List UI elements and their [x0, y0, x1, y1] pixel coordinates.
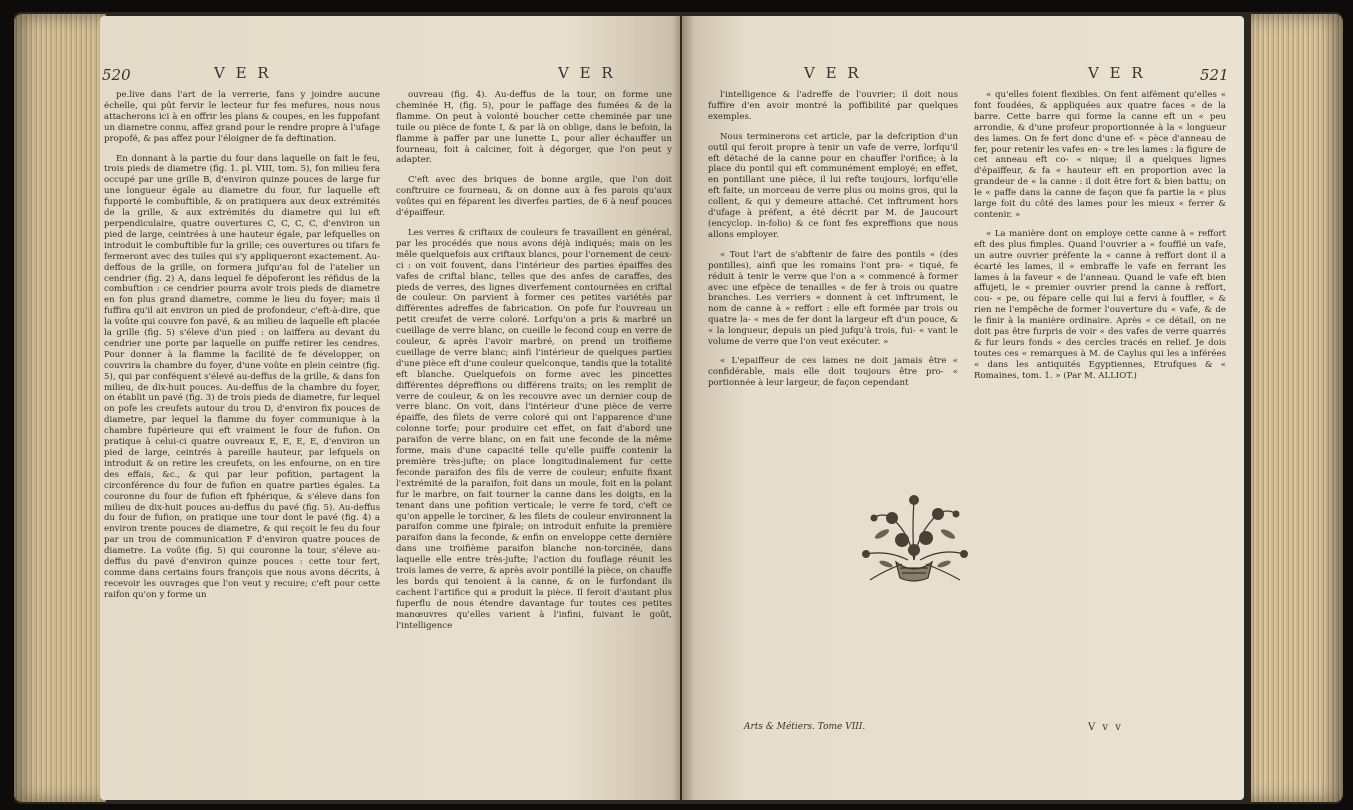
volume-footer: Arts & Métiers. Tome VIII.: [744, 722, 866, 732]
paragraph: Nous terminerons cet article, par la defcription d'un outil qui feroit propre à tenir un vafe de verre, lorfqu'il eft détaché de la canne pour en chauffer l'orifice; à la place du pontil qui eft communément employé; en effet, en pontillant une pièce, il lui refte toujours, lorfqu'elle eft faite, un morceau de verre plus ou moins gros, qui la collent, & qui y demeure attaché. Cet inftrument hors d'ufage à préfent, a été décrit par M. de Jaucourt (encyclop. in-folio) & ce font fes expreffions que nous allons employer.: [708, 131, 958, 240]
paragraph: l'intelligence & l'adreffe de l'ouvrier; il doit nous fuffire d'en avoir montré la poffibilité par quelques exemples.: [708, 90, 958, 122]
flower-basket-ornament-icon: [852, 484, 976, 588]
left-page-header-right: V E R: [558, 64, 616, 82]
left-page-number: 520: [102, 66, 131, 84]
right-page-number: 521: [1200, 66, 1229, 84]
quote-paragraph: « qu'elles foient flexibles. On fent aifément qu'elles « font foudées, & appliquées aux quatre faces « de la barre. Cette barre qui forme la canne eft un « peu arrondie, & d'une profeur proportionnée à la « longueur des lames. On fe fert donc d'une ef- « pèce d'anneau de fer, pour retenir les vafes en- « tre les lames : la figure de cet anneau eft co- « nique; il a quelques lignes d'épaiffeur, & fa « hauteur eft en proportion avec la grandeur de « la canne : il doit être fort & bien battu; on le « paffe dans la canne de façon que fa partie la « plus large foit du côté des lames pour les mieux « ferrer & contenir. »: [974, 90, 1226, 220]
paragraph: En donnant à la partie du four dans laquelle on fait le feu, trois pieds de diametre (fig. 1. pl. VIII, tom. 5), fon milieu fera occupé par une grille B, d'environ quinze pouces de large fur une longueur égale au diametre du four, fur laquelle eft fupporté le combuftible, & on pratiquera aux deux extrémités de la grille, & aux extrémités du diametre qui lui eft perpendiculaire, quatre ouvertures C, C, C, C, d'environ un pied de large, ceintrées à une hauteur égale, par lefquelles on introduit le combuftible fur la grille; ces ouvertures ou tifars fe fermeront avec des tuiles qui s'y appliqueront exactement. Au-deffous de la grille, on formera jufqu'au fol de l'atelier un cendrier (fig. 2) A, dans lequel fe dépoferont les réfidus de la combuftion : ce cendrier pourra avoir trois pieds de diametre en fon plus grand diametre, comme le lieu du foyer; mais il fuffira qu'il ait environ un pied de profondeur, c'eft-à-dire, que la voûte qui couvre fon pavé, & au milieu de laquelle eft placée la grille (fig. 5) s'éleve d'un pied : on laiffera au devant du cendrier une porte par laquelle on puiffe retirer les cendres. Pour donner à la flamme la facilité de fe développer, on couvrira la chambre du foyer, d'une voûte en plein ceintre (fig. 5), qui par conféquent s'élevé au-deffus de la grille, & dans fon milieu, de dix-huit pouces. Au-deffus de la chambre du foyer, on établit un pavé (fig. 3) de trois pieds de diametre, fur lequel on pofe les creufets autour du trou D, d'environ fix pouces de diametre, par lequel la flamme du foyer communique à la chambre fupérieure qui eft vraiment le four de fufion. On pratique à celui-ci quatre ouvreaux E, E, E, E, d'environ un pied de large, ceintrés à pareille hauteur, par lefquels on introduit & on retire les creufets, on les enfourne, on en tire des effais, &c., & qui par leur pofition, partagent la circonférence du four de fufion en quatre parties égales. La couronne du four de fufion eft fphérique, & s'éleve dans fon milieu de dix-huit pouces au-deffus du pavé (fig. 5). Au-deffus du four de fufion, on pratique une tour dont le pavé (fig. 4) a environ trente pouces de diametre, & qui reçoit le feu du four par un trou de communication F d'environ quatre pouces de diametre. La voûte (fig. 5) qui couronne la tour, s'éleve au-deffus du pavé d'environ quinze pouces : cette tour fert, comme dans certains fours françois que nous avons décrits, à recevoir les ouvrages que l'on veut y recuire; c'eft pour cette raifon qu'on y forme un: [104, 153, 380, 600]
right-page-edges: [1251, 14, 1343, 802]
quote-paragraph: « L'epaiffeur de ces lames ne doit jamais être « confidérable, mais elle doit toujours être pro- « portionnée à leur largeur, de façon cependant: [708, 355, 958, 388]
right-page-column-2: [974, 90, 1226, 390]
quote-paragraph: « La manière dont on employe cette canne à « reffort eft des plus fimples. Quand l'ouvrier a « foufflé un vafe, un autre ouvrier préfente la « canne à reffort dont il a écarté les lames, il « embraffe le vafe en ferrant les lames à la faveur « de l'anneau. Quand le vafe eft bien affujeti, le « premier ouvrier prend la canne à reffort, cou- « pe, ou fépare celle qui lui a fervi à fouffler, « & rien ne l'empêche de former l'ouverture du « vafe, & de le finir à la manière ordinaire. Après « ce détail, on ne doit pas être furpris de voir « des vafes de verre quarrés & fur leurs fonds « des cercles tracés en relief. Je dois toutes ces « remarques à M. de Caylus qui les a inférées « dans les antiquités Egyptiennes, Etrufques & « Romaines, tom. 1. » (Par M. ALLIOT.): [974, 228, 1226, 381]
left-page-column-1: [104, 90, 380, 610]
signature-mark: V v v: [1088, 722, 1123, 733]
left-page-header-left: V E R: [214, 64, 272, 82]
right-page: [682, 16, 1244, 800]
right-page-header-right: V E R: [1088, 64, 1146, 82]
left-page-column-2: [396, 90, 672, 641]
quote-paragraph: « Tout l'art de s'abftenir de faire des pontils « (des pontilles), ainfi que les romains l'ont pra- « tiqué, fe réduit à tenir le verre que l'on a « commencé à former avec une efpèce de tenailles « de fer à trois ou quatre branches. Les verriers « donnent à cet inftrument, le nom de canne à « reffort : elle eft formée par trois ou quatre la- « mes de fer dont la largeur eft d'un pouce, & « la longueur, depuis un pied jufqu'à trois, fui- « vant le volume de verre que l'on veut exécuter. »: [708, 249, 958, 348]
left-page-edges: [14, 14, 106, 802]
book-gutter: [672, 16, 694, 800]
left-page: [100, 16, 680, 800]
paragraph: ouvreau (fig. 4). Au-deffus de la tour, on forme une cheminée H, (fig. 5), pour le paffage des fumées & de la flamme. On peut à volonté boucher cette cheminée par une tuile ou pièce de fonte I, & par là on oblige, dans le befoin, la flamme à paffer par une lunette L, pour aller échauffer un fourneau, foit à calciner, foit à dégorger, que l'on peut y adapter.: [396, 90, 672, 166]
paragraph: C'eft avec des briques de bonne argile, que l'on doit conftruire ce fourneau, & on donne aux à fes parois qu'aux voûtes qui en féparent les diverfes parties, de 6 à neuf pouces d'épaiffeur.: [396, 175, 672, 219]
right-page-header-left: V E R: [804, 64, 862, 82]
right-page-column-1: [708, 90, 958, 397]
paragraph: Les verres & criftaux de couleurs fe travaillent en général, par les procédés que nous avons déjà indiqués; mais on les mêle quelquefois aux criftaux blancs, pour l'ornement de ceux-ci : on voit fouvent, dans l'intérieur des parties épaiffes des vafes de criftal blanc, telles que des anfes de caraffes, des pieds de verres, des lignes diverfement contournées en criftal de couleur. On parvient à former ces petites variétés par différentes adreffes de fabrication. On pofe fur l'ouvreau un petit creufet de verre coloré. Lorfqu'on a pris & marbré un cueillage de verre blanc, on cueille le fecond coup en verre de couleur, & après l'avoir marbré, on prend un troifieme cueillage de verre blanc; ainfi l'intérieur de quelques parties d'une pièce eft d'une couleur quelconque, tandis que la totalité eft blanche. Quelquefois on forme avec les pincettes différentes dépreffions ou différens traits; on les remplit de verre de couleur, & on les recouvre avec un dernier coup de verre blanc. On voit, dans l'intérieur d'une pièce de verre épaiffe, des filets de verre coloré qui ont l'apparence d'une colonne torfe; pour produire cet effet, on fait d'abord une paraifon de verre blanc, on en fait une feconde de la même forme, mais d'une capacité telle qu'elle puiffe contenir la première très-jufte; on place longitudinalement fur cette feconde paraifon des fils de verre de couleur; enfuite fixant l'extrémité de la paraifon, foit dans un moule, foit en la polant fur le marbre, on fait tourner la canne dans les doigts, en la tenant dans une pofition verticale; le verre fe tord, c'eft ce qu'on appelle le torciner, & les filets de couleur environnent la paraifon comme une fpirale; on introduit enfuite la première paraifon dans la feconde, & enfin on enveloppe cette dernière dans une troifième paraifon blanche non-torcinée, dans laquelle elle entre très-jufte; l'action du fouflage réunit les trois lames de verre, & après avoir pontillé la pièce, on chauffe les bords qui tenoient à la canne, & on le furfondant ils cachent l'artifice qui a produit la pièce. Il feroit d'autant plus fuperflu de nous étendre davantage fur toutes ces petites manœuvres qu'elles varient à l'infini, fuivant le goût, l'intelligence: [396, 227, 672, 631]
paragraph: pe.live dans l'art de la verrerie, fans y joindre aucune échelle, qui pût fervir le lecteur fur fes mefures, nous nous attacherons ici à en offrir les plans & coupes, en les fuppofant un diametre connu, affez grand pour le rendre propre à l'ufage propofé, & pas affez pour l'éloigner de fa deftination.: [104, 90, 380, 144]
